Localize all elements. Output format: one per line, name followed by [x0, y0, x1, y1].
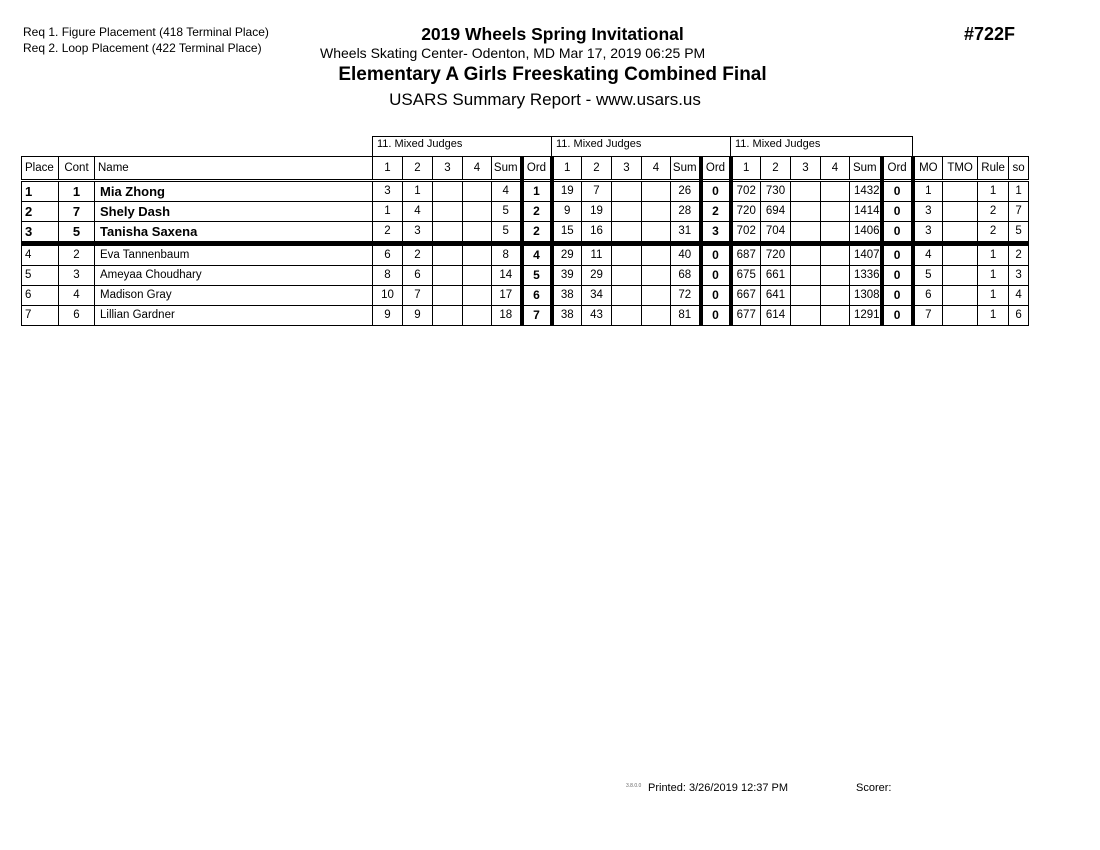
- competition-title: 2019 Wheels Spring Invitational: [421, 24, 684, 44]
- header-g1-j4: 4: [463, 157, 492, 181]
- g3-judge-3-cell: [791, 286, 821, 306]
- g1-judge-4-cell: [463, 244, 492, 266]
- g2-judge-3-cell: [612, 202, 642, 222]
- header-g3-j3: 3: [791, 157, 821, 181]
- g1-sum-cell: 8: [492, 244, 522, 266]
- table-row: [22, 202, 1029, 222]
- g3-judge-3-cell: [791, 181, 821, 202]
- place-cell: 6: [22, 286, 59, 306]
- column-header-row: [22, 157, 1029, 181]
- g1-judge-4-cell: [463, 222, 492, 244]
- g3-sum-cell: 1414: [850, 202, 882, 222]
- header-g1-sum: Sum: [492, 157, 522, 181]
- g1-judge-1-cell: 1: [373, 202, 403, 222]
- g3-judge-2-cell: 694: [761, 202, 791, 222]
- g3-judge-4-cell: [821, 222, 850, 244]
- g2-judge-2-cell: 16: [582, 222, 612, 244]
- g3-ord-cell: 0: [882, 202, 913, 222]
- so-cell: 2: [1009, 244, 1029, 266]
- g2-judge-4-cell: [642, 202, 671, 222]
- scorer-label: Scorer:: [856, 782, 892, 794]
- name-cell: Eva Tannenbaum: [95, 244, 373, 266]
- header-g1-j3: 3: [433, 157, 463, 181]
- g3-judge-2-cell: 641: [761, 286, 791, 306]
- g2-judge-4-cell: [642, 266, 671, 286]
- g2-judge-1-cell: 19: [552, 181, 582, 202]
- g1-judge-4-cell: [463, 181, 492, 202]
- g1-judge-1-cell: 10: [373, 286, 403, 306]
- place-cell: 7: [22, 306, 59, 326]
- g1-sum-cell: 17: [492, 286, 522, 306]
- g3-judge-1-cell: 702: [731, 181, 761, 202]
- mo-cell: 5: [913, 266, 943, 286]
- so-cell: 3: [1009, 266, 1029, 286]
- g1-judge-2-cell: 7: [403, 286, 433, 306]
- g3-judge-4-cell: [821, 181, 850, 202]
- g1-sum-cell: 4: [492, 181, 522, 202]
- g2-judge-1-cell: 29: [552, 244, 582, 266]
- rule-cell: 1: [978, 266, 1009, 286]
- mo-cell: 3: [913, 222, 943, 244]
- g2-judge-3-cell: [612, 244, 642, 266]
- g2-judge-2-cell: 43: [582, 306, 612, 326]
- g3-sum-cell: 1308: [850, 286, 882, 306]
- rule-cell: 1: [978, 244, 1009, 266]
- requirement-1: Req 1. Figure Placement (418 Terminal Place): [23, 25, 269, 39]
- g2-judge-4-cell: [642, 244, 671, 266]
- g1-judge-3-cell: [433, 181, 463, 202]
- g3-sum-cell: 1407: [850, 244, 882, 266]
- g3-ord-cell: 0: [882, 266, 913, 286]
- header-g1-j2: 2: [403, 157, 433, 181]
- g2-ord-cell: 0: [701, 181, 731, 202]
- g2-judge-3-cell: [612, 222, 642, 244]
- g1-judge-4-cell: [463, 266, 492, 286]
- g3-ord-cell: 0: [882, 222, 913, 244]
- g1-judge-4-cell: [463, 306, 492, 326]
- g2-judge-1-cell: 15: [552, 222, 582, 244]
- so-cell: 4: [1009, 286, 1029, 306]
- g2-judge-4-cell: [642, 181, 671, 202]
- g2-ord-cell: 2: [701, 202, 731, 222]
- name-cell: Shely Dash: [95, 202, 373, 222]
- g1-judge-4-cell: [463, 202, 492, 222]
- g3-judge-1-cell: 702: [731, 222, 761, 244]
- g1-judge-1-cell: 2: [373, 222, 403, 244]
- g3-judge-3-cell: [791, 306, 821, 326]
- tmo-cell: [943, 181, 978, 202]
- g3-judge-4-cell: [821, 202, 850, 222]
- g3-sum-cell: 1432: [850, 181, 882, 202]
- g3-judge-3-cell: [791, 244, 821, 266]
- cont-cell: 5: [59, 222, 95, 244]
- g2-sum-cell: 81: [671, 306, 701, 326]
- table-row: [22, 181, 1029, 202]
- header-name: Name: [95, 157, 373, 181]
- header-g2-sum: Sum: [671, 157, 701, 181]
- g3-judge-3-cell: [791, 266, 821, 286]
- g3-ord-cell: 0: [882, 244, 913, 266]
- g2-judge-3-cell: [612, 181, 642, 202]
- g1-sum-cell: 18: [492, 306, 522, 326]
- g2-judge-3-cell: [612, 306, 642, 326]
- so-cell: 1: [1009, 181, 1029, 202]
- cont-cell: 6: [59, 306, 95, 326]
- g2-judge-4-cell: [642, 306, 671, 326]
- g1-sum-cell: 5: [492, 222, 522, 244]
- g1-judge-2-cell: 4: [403, 202, 433, 222]
- g3-judge-3-cell: [791, 202, 821, 222]
- g3-sum-cell: 1291: [850, 306, 882, 326]
- tmo-cell: [943, 222, 978, 244]
- so-cell: 5: [1009, 222, 1029, 244]
- g1-ord-cell: 1: [522, 181, 552, 202]
- cont-cell: 2: [59, 244, 95, 266]
- rule-cell: 1: [978, 181, 1009, 202]
- judge-group-3-label: 11. Mixed Judges: [731, 137, 913, 157]
- g1-judge-2-cell: 2: [403, 244, 433, 266]
- cont-cell: 1: [59, 181, 95, 202]
- g1-judge-1-cell: 6: [373, 244, 403, 266]
- mo-cell: 6: [913, 286, 943, 306]
- g1-ord-cell: 4: [522, 244, 552, 266]
- g3-judge-4-cell: [821, 286, 850, 306]
- g3-judge-2-cell: 704: [761, 222, 791, 244]
- g2-judge-1-cell: 9: [552, 202, 582, 222]
- rule-cell: 1: [978, 306, 1009, 326]
- place-cell: 5: [22, 266, 59, 286]
- tmo-cell: [943, 286, 978, 306]
- table-row: [22, 244, 1029, 266]
- rule-cell: 2: [978, 222, 1009, 244]
- g3-sum-cell: 1406: [850, 222, 882, 244]
- g3-ord-cell: 0: [882, 286, 913, 306]
- g3-judge-1-cell: 667: [731, 286, 761, 306]
- g2-sum-cell: 72: [671, 286, 701, 306]
- header-so: so: [1009, 157, 1029, 181]
- header-g2-j2: 2: [582, 157, 612, 181]
- judge-group-1-label: 11. Mixed Judges: [373, 137, 552, 157]
- place-cell: 4: [22, 244, 59, 266]
- header-tmo: TMO: [943, 157, 978, 181]
- header-g1-j1: 1: [373, 157, 403, 181]
- header-g3-sum: Sum: [850, 157, 882, 181]
- g2-sum-cell: 68: [671, 266, 701, 286]
- name-cell: Lillian Gardner: [95, 306, 373, 326]
- g3-judge-1-cell: 687: [731, 244, 761, 266]
- header-g3-j2: 2: [761, 157, 791, 181]
- g1-judge-3-cell: [433, 306, 463, 326]
- g3-judge-3-cell: [791, 222, 821, 244]
- g2-judge-2-cell: 29: [582, 266, 612, 286]
- g1-judge-3-cell: [433, 244, 463, 266]
- so-cell: 7: [1009, 202, 1029, 222]
- g2-judge-4-cell: [642, 222, 671, 244]
- g3-sum-cell: 1336: [850, 266, 882, 286]
- g1-judge-2-cell: 3: [403, 222, 433, 244]
- g1-judge-3-cell: [433, 266, 463, 286]
- name-cell: Tanisha Saxena: [95, 222, 373, 244]
- tmo-cell: [943, 306, 978, 326]
- table-row: [22, 222, 1029, 244]
- event-title: Elementary A Girls Freeskating Combined Final: [338, 64, 767, 85]
- tmo-cell: [943, 244, 978, 266]
- g3-judge-4-cell: [821, 266, 850, 286]
- cont-cell: 4: [59, 286, 95, 306]
- g2-judge-2-cell: 34: [582, 286, 612, 306]
- g3-ord-cell: 0: [882, 181, 913, 202]
- g2-ord-cell: 0: [701, 286, 731, 306]
- g1-judge-3-cell: [433, 222, 463, 244]
- judge-group-row: [22, 137, 1029, 157]
- judge-group-2-label: 11. Mixed Judges: [552, 137, 731, 157]
- header-g2-j4: 4: [642, 157, 671, 181]
- name-cell: Mia Zhong: [95, 181, 373, 202]
- g2-judge-2-cell: 11: [582, 244, 612, 266]
- g3-ord-cell: 0: [882, 306, 913, 326]
- g2-ord-cell: 3: [701, 222, 731, 244]
- g2-judge-3-cell: [612, 266, 642, 286]
- g1-ord-cell: 2: [522, 202, 552, 222]
- g2-judge-1-cell: 39: [552, 266, 582, 286]
- results-table: [21, 136, 1029, 326]
- g1-judge-2-cell: 9: [403, 306, 433, 326]
- g3-judge-1-cell: 720: [731, 202, 761, 222]
- g1-ord-cell: 7: [522, 306, 552, 326]
- g2-ord-cell: 0: [701, 266, 731, 286]
- g1-judge-1-cell: 9: [373, 306, 403, 326]
- g2-sum-cell: 40: [671, 244, 701, 266]
- requirement-2: Req 2. Loop Placement (422 Terminal Place): [23, 41, 262, 55]
- header-mo: MO: [913, 157, 943, 181]
- g1-sum-cell: 14: [492, 266, 522, 286]
- place-cell: 3: [22, 222, 59, 244]
- g1-ord-cell: 6: [522, 286, 552, 306]
- header-g1-ord: Ord: [522, 157, 552, 181]
- header-g2-ord: Ord: [701, 157, 731, 181]
- name-cell: Madison Gray: [95, 286, 373, 306]
- g2-judge-2-cell: 7: [582, 181, 612, 202]
- header-place: Place: [22, 157, 59, 181]
- g2-ord-cell: 0: [701, 306, 731, 326]
- header-g2-j1: 1: [552, 157, 582, 181]
- header-g3-j4: 4: [821, 157, 850, 181]
- g1-judge-1-cell: 3: [373, 181, 403, 202]
- g3-judge-4-cell: [821, 244, 850, 266]
- venue-line: Wheels Skating Center- Odenton, MD Mar 17, 2019 06:25 PM: [320, 45, 706, 61]
- version-number: 3.8.0.0: [626, 783, 642, 789]
- mo-cell: 7: [913, 306, 943, 326]
- mo-cell: 4: [913, 244, 943, 266]
- g1-judge-2-cell: 6: [403, 266, 433, 286]
- g3-judge-1-cell: 675: [731, 266, 761, 286]
- g2-judge-3-cell: [612, 286, 642, 306]
- g2-sum-cell: 26: [671, 181, 701, 202]
- place-cell: 1: [22, 181, 59, 202]
- event-number: #722F: [964, 24, 1016, 44]
- g3-judge-1-cell: 677: [731, 306, 761, 326]
- g1-judge-2-cell: 1: [403, 181, 433, 202]
- rule-cell: 2: [978, 202, 1009, 222]
- g2-judge-2-cell: 19: [582, 202, 612, 222]
- g3-judge-2-cell: 730: [761, 181, 791, 202]
- table-row: [22, 266, 1029, 286]
- g3-judge-2-cell: 720: [761, 244, 791, 266]
- report-title: USARS Summary Report - www.usars.us: [389, 90, 701, 109]
- header-rule: Rule: [978, 157, 1009, 181]
- g1-judge-4-cell: [463, 286, 492, 306]
- cont-cell: 3: [59, 266, 95, 286]
- g1-judge-3-cell: [433, 202, 463, 222]
- table-row: [22, 306, 1029, 326]
- header-g2-j3: 3: [612, 157, 642, 181]
- tmo-cell: [943, 266, 978, 286]
- g1-sum-cell: 5: [492, 202, 522, 222]
- cont-cell: 7: [59, 202, 95, 222]
- g2-judge-1-cell: 38: [552, 286, 582, 306]
- table-row: [22, 286, 1029, 306]
- tmo-cell: [943, 202, 978, 222]
- name-cell: Ameyaa Choudhary: [95, 266, 373, 286]
- g2-sum-cell: 31: [671, 222, 701, 244]
- rule-cell: 1: [978, 286, 1009, 306]
- g1-ord-cell: 2: [522, 222, 552, 244]
- g1-judge-1-cell: 8: [373, 266, 403, 286]
- g2-judge-4-cell: [642, 286, 671, 306]
- g2-sum-cell: 28: [671, 202, 701, 222]
- g2-ord-cell: 0: [701, 244, 731, 266]
- g3-judge-2-cell: 614: [761, 306, 791, 326]
- header-cont: Cont: [59, 157, 95, 181]
- g2-judge-1-cell: 38: [552, 306, 582, 326]
- g1-judge-3-cell: [433, 286, 463, 306]
- printed-timestamp: Printed: 3/26/2019 12:37 PM: [648, 782, 789, 794]
- g3-judge-2-cell: 661: [761, 266, 791, 286]
- mo-cell: 3: [913, 202, 943, 222]
- so-cell: 6: [1009, 306, 1029, 326]
- header-g3-j1: 1: [731, 157, 761, 181]
- mo-cell: 1: [913, 181, 943, 202]
- place-cell: 2: [22, 202, 59, 222]
- g3-judge-4-cell: [821, 306, 850, 326]
- header-g3-ord: Ord: [882, 157, 913, 181]
- g1-ord-cell: 5: [522, 266, 552, 286]
